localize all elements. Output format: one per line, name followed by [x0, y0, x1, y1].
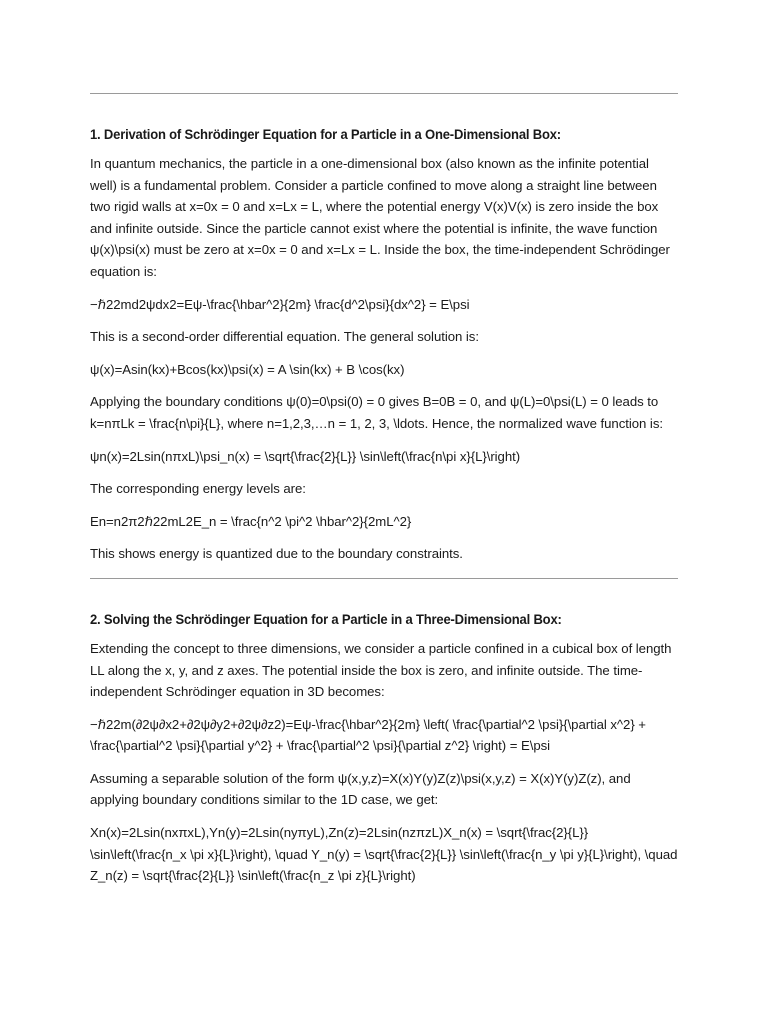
top-divider [90, 93, 678, 94]
section-2-heading: 2. Solving the Schrödinger Equation for a Particle in a Three-Dimensional Box: [90, 610, 562, 627]
section-1-intro-paragraph: In quantum mechanics, the particle in a one-dimensional box (also known as the infinite potential well) is a fundamental problem. Consider a particle confined to move along a straight line between two rigid walls at x=0x = 0 and x=Lx = L, where the potential energy V(x)V(x) is zero inside the box and infinite outside. Since the particle cannot exist where the potential is infinite, the wave function ψ(x)\psi(x) must be zero at x=0x = 0 and x=Lx = L. Inside the box, the time-independent Schrödinger equation is: [90, 156, 670, 279]
section-1-equation-wave-function: ψn(x)=2Lsin(nπxL)\psi_n(x) = \sqrt{\frac{2}{L}} \sin\left(\frac{n\pi x}{L}\right) [90, 448, 521, 464]
section-2-intro-paragraph: Extending the concept to three dimensions, we consider a particle confined in a cubical box of length LL along the x, y, and z axes. The potential inside the box is zero, and infinite outside. The time-independent Schrödinger equation in 3D becomes: [90, 640, 672, 700]
section-1-conclusion: This shows energy is quantized due to the boundary constraints. [90, 546, 463, 562]
section-1-energy-levels-text: The corresponding energy levels are: [90, 481, 306, 497]
section-1-heading: 1. Derivation of Schrödinger Equation for a Particle in a One-Dimensional Box: [90, 126, 561, 142]
section-1-equation-schrodinger: −ℏ22md2ψdx2=Eψ-\frac{\hbar^2}{2m} \frac{d^2\psi}{dx^2} = E\psi [90, 296, 470, 312]
section-divider [90, 578, 678, 579]
section-2-separable-solution-paragraph: Assuming a separable solution of the form ψ(x,y,z)=X(x)Y(y)Z(z)\psi(x,y,z) = X(x)Y(y)Z(z), and applying boundary conditions similar to the 1D case, we get: [90, 770, 631, 808]
section-1-general-solution-text: This is a second-order differential equation. The general solution is: [90, 329, 479, 345]
section-2-equation-solutions: Xn(x)=2Lsin(nxπxL),Yn(y)=2Lsin(nyπyL),Zn(z)=2Lsin(nzπzL)X_n(x) = \sqrt{\frac{2}{L}} \sin\left(\frac{n_x \pi x}{L}\right), \quad Y_n(y) = \sqrt{\frac{2}{L}} \sin\left(\frac{n_y \pi y}{L}\right), \quad Z_n(z) = \sqrt{\frac{2}{L}} \sin\left(\frac{n_z \pi z}{L}\right) [90, 825, 678, 884]
section-1-equation-energy: En=n2π2ℏ22mL2E_n = \frac{n^2 \pi^2 \hbar^2}{2mL^2} [90, 513, 412, 529]
section-2-equation-schrodinger-3d: −ℏ22m(∂2ψ∂x2+∂2ψ∂y2+∂2ψ∂z2)=Eψ-\frac{\hbar^2}{2m} \left( \frac{\partial^2 \psi}{\partial x^2} + \frac{\partial^2 \psi}{\partial y^2} + \frac{\partial^2 \psi}{\partial z^2} \right) = E\psi [90, 716, 646, 754]
section-1-boundary-conditions-paragraph: Applying the boundary conditions ψ(0)=0\psi(0) = 0 gives B=0B = 0, and ψ(L)=0\psi(L) = 0 leads to k=nπLk = \frac{n\pi}{L}, where n=1,2,3,…n = 1, 2, 3, \ldots. Hence, the normalized wave function is: [90, 394, 663, 431]
document-page [90, 0, 678, 887]
section-1-equation-general-solution: ψ(x)=Asin(kx)+Bcos(kx)\psi(x) = A \sin(kx) + B \cos(kx) [90, 361, 405, 377]
